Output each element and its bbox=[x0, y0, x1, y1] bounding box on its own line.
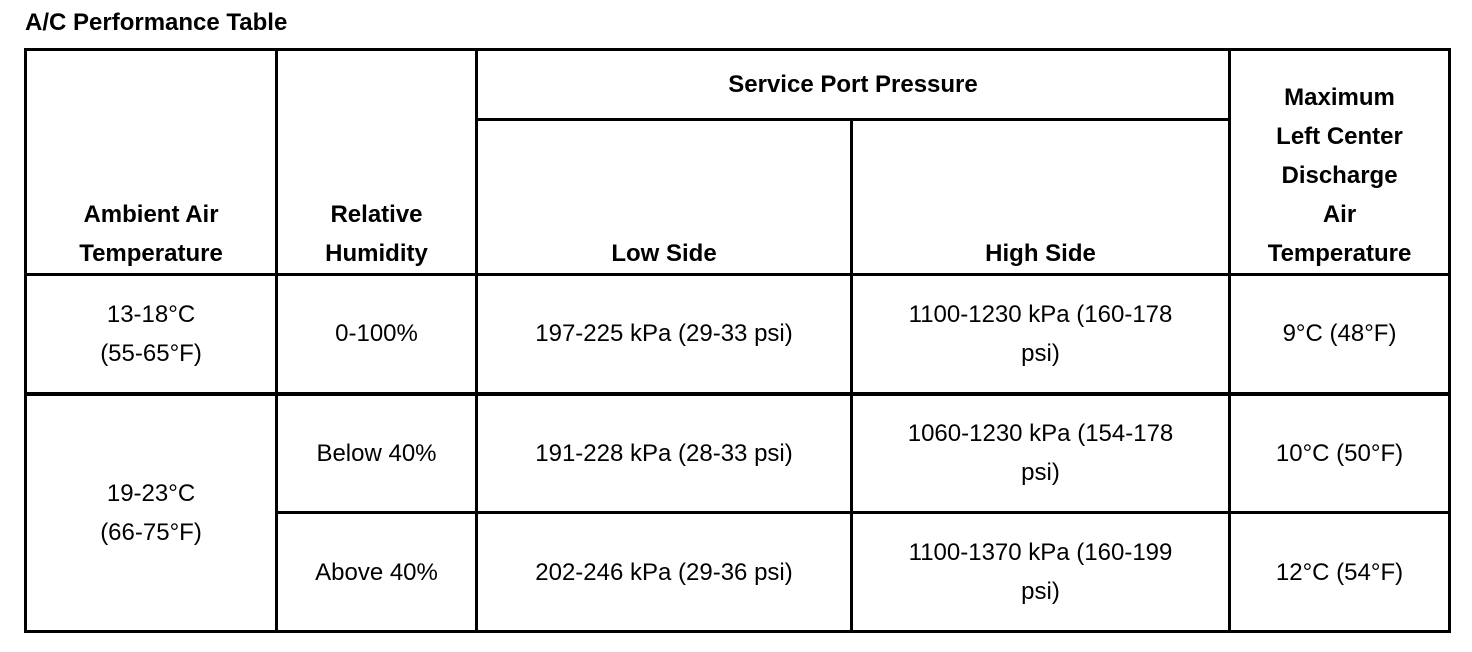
ambient-celsius: 19-23°C bbox=[106, 479, 196, 507]
ambient-fahrenheit: (55-65°F) bbox=[100, 339, 202, 367]
header-ambient-line-2: Temperature bbox=[79, 240, 223, 267]
cell-max-temp: 12°C (54°F) bbox=[1230, 513, 1450, 632]
header-row-1 bbox=[26, 50, 1450, 120]
header-humidity-line-1: Relative bbox=[330, 201, 423, 228]
header-max-line-1: Maximum bbox=[1284, 84, 1395, 111]
header-ambient-air-temperature bbox=[26, 50, 277, 275]
ambient-fahrenheit: (66-75°F) bbox=[100, 518, 202, 546]
header-max-discharge-temperature bbox=[1230, 50, 1450, 275]
header-max-line-4: Air bbox=[1322, 201, 1357, 228]
ambient-celsius: 13-18°C bbox=[106, 300, 196, 328]
cell-low-side: 197-225 kPa (29-33 psi) bbox=[477, 275, 852, 394]
cell-low-side: 191-228 kPa (28-33 psi) bbox=[477, 394, 852, 513]
high-side-line-2: psi) bbox=[1021, 578, 1060, 605]
cell-high-side bbox=[852, 394, 1230, 513]
high-side-line-2: psi) bbox=[1021, 339, 1060, 367]
header-max-line-3: Discharge bbox=[1281, 162, 1398, 189]
header-humidity-line-2: Humidity bbox=[325, 240, 428, 267]
cell-ambient bbox=[26, 275, 277, 394]
header-max-line-5: Temperature bbox=[1267, 240, 1412, 267]
cell-high-side bbox=[852, 275, 1230, 394]
high-side-line-1: 1100-1230 kPa (160-178 bbox=[908, 300, 1173, 328]
high-side-line-1: 1100-1370 kPa (160-199 bbox=[908, 539, 1173, 566]
header-service-port-pressure: Service Port Pressure bbox=[477, 50, 1230, 120]
header-high-side: High Side bbox=[852, 120, 1230, 275]
cell-humidity: 0-100% bbox=[277, 275, 477, 394]
table-title: A/C Performance Table bbox=[25, 9, 288, 36]
header-max-line-2: Left Center bbox=[1276, 123, 1403, 150]
header-relative-humidity bbox=[277, 50, 477, 275]
cell-ambient bbox=[26, 394, 277, 632]
header-ambient-line-1: Ambient Air bbox=[83, 201, 219, 228]
ac-performance-table bbox=[24, 48, 1451, 633]
header-low-side: Low Side bbox=[477, 120, 852, 275]
cell-low-side: 202-246 kPa (29-36 psi) bbox=[477, 513, 852, 632]
cell-max-temp: 9°C (48°F) bbox=[1230, 275, 1450, 394]
cell-high-side bbox=[852, 513, 1230, 632]
cell-humidity: Below 40% bbox=[277, 394, 477, 513]
table-row bbox=[26, 394, 1450, 513]
high-side-line-1: 1060-1230 kPa (154-178 bbox=[907, 420, 1174, 448]
cell-max-temp: 10°C (50°F) bbox=[1230, 394, 1450, 513]
cell-humidity: Above 40% bbox=[277, 513, 477, 632]
high-side-line-2: psi) bbox=[1021, 459, 1060, 487]
table-row bbox=[26, 275, 1450, 394]
